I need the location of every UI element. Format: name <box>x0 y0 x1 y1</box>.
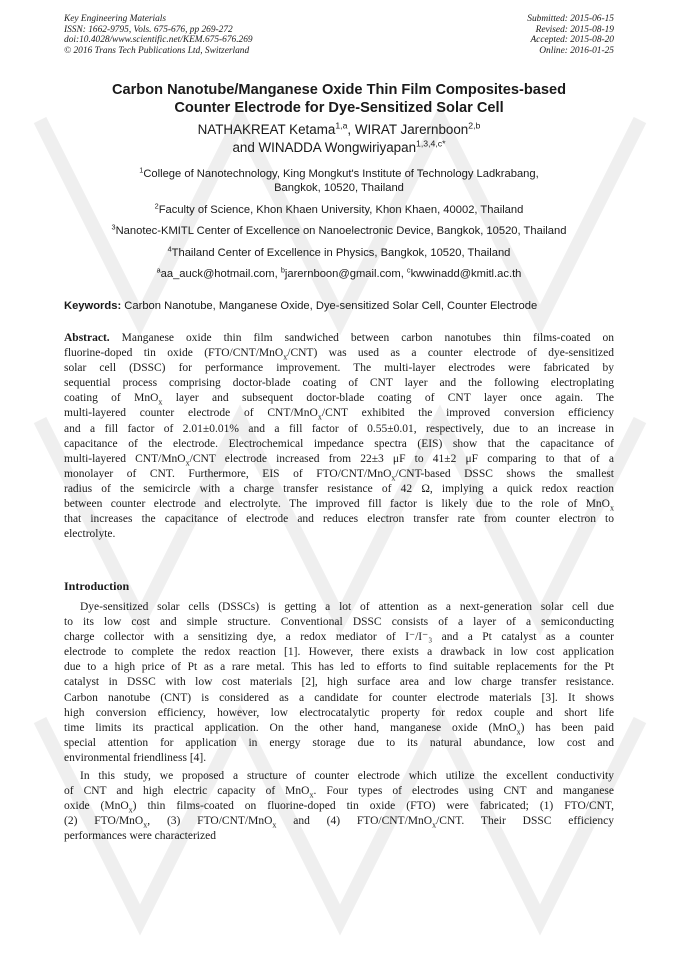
abstract-text: /CNT-based DSSC shows the smallest <box>395 467 614 480</box>
title-line-1: Carbon Nanotube/Manganese Oxide Thin Film Composites-based <box>111 82 567 98</box>
date-accepted: Accepted: 2015-08-20 <box>530 35 614 46</box>
paper-title <box>40 81 638 117</box>
affiliation-1-line-1 <box>40 167 638 181</box>
abstract-line <box>64 497 614 512</box>
keywords-text: Carbon Nanotube, Manganese Oxide, Dye-sensitized Solar Cell, Counter Electrode <box>121 300 538 312</box>
abstract-line: electrolyte. <box>64 528 116 541</box>
intro-text: oxide (MnO <box>64 800 129 813</box>
author-emails <box>40 267 638 281</box>
journal-doi[interactable]: doi:10.4028/www.scientific.net/KEM.675-676.269 <box>64 35 253 46</box>
author-line-1 <box>40 121 638 139</box>
abstract-line: radius of the semicircle with a charge transfer resistance of 42 Ω, implying a quick redox reaction <box>64 482 614 495</box>
abstract-line <box>64 346 614 361</box>
affiliation-2-line <box>40 203 638 217</box>
subscript: x <box>143 820 148 830</box>
intro-text: time limits its practical application. On the other hand, manganese oxide (MnO <box>64 721 517 734</box>
abstract-text: multi-layered CNT/MnO <box>64 452 186 465</box>
email-marker-c: c <box>406 265 411 275</box>
intro-line <box>64 784 614 799</box>
intro-line: Carbon nanotube (CNT) is considered as a candidate for counter electrode materials [3]. It shows <box>64 691 614 704</box>
intro-line: charge collector with a sensitizing dye, a redox mediator of I⁻/I⁻₃ and a Pt catalyst as a counter <box>64 631 614 644</box>
date-online: Online: 2016-01-25 <box>539 45 614 56</box>
author-line-2 <box>40 139 638 157</box>
email-2[interactable]: jarernboon@gmail.com, <box>284 268 407 280</box>
affiliation-2 <box>40 203 638 217</box>
affiliation-1-line-2: Bangkok, 10520, Thailand <box>274 182 404 195</box>
author-list <box>40 121 638 157</box>
abstract-line <box>64 452 614 467</box>
publication-dates <box>527 14 614 56</box>
abstract-text: coating of MnO <box>64 392 159 405</box>
affiliation-2-text: Faculty of Science, Khon Khaen University, Khon Khaen, 40002, Thailand <box>158 204 524 216</box>
intro-text: of CNT and high electric capacity of MnO <box>64 785 310 798</box>
intro-line: high conversion efficiency, however, low electrocatalytic property for redox couple and short life <box>64 706 614 719</box>
journal-issn: ISSN: 1662-9795, Vols. 675-676, pp 269-272 <box>64 24 233 35</box>
abstract-line <box>64 331 614 346</box>
affiliation-3 <box>40 224 638 238</box>
abstract <box>64 331 614 542</box>
subscript: x <box>432 820 437 830</box>
affiliation-3-line <box>40 224 638 238</box>
email-1[interactable]: aa_auck@hotmail.com, <box>160 268 281 280</box>
journal-copyright: © 2016 Trans Tech Publications Ltd, Switzerland <box>64 45 250 56</box>
abstract-text: /CNT) was used as a counter electrode of dye-sensitized <box>287 347 615 360</box>
intro-text: /CNT. Their DSSC efficiency <box>436 815 614 828</box>
affiliation-4 <box>40 246 638 260</box>
abstract-line: sequential process comprising doctor-blade coating of CNT layer and the following electroplating <box>64 377 614 390</box>
affiliation-2-num: 2 <box>154 201 159 211</box>
intro-line <box>64 799 614 814</box>
subscript: x <box>272 820 277 830</box>
intro-text: ) has been paid <box>520 721 615 734</box>
email-marker-a: a <box>156 265 161 275</box>
intro-text: , (3) FTO/CNT/MnO <box>147 815 273 828</box>
subscript: x <box>309 790 314 800</box>
intro-line: performances were characterized <box>64 830 216 843</box>
author-1-affil: 1,a <box>335 120 348 131</box>
affiliation-4-line <box>40 246 638 260</box>
abstract-text: multi-layered counter electrode of CNT/MnO <box>64 407 318 420</box>
affiliation-3-text: Nanotec-KMITL Center of Excellence on Nanoelectronic Device, Bangkok, 10520, Thailand <box>115 225 567 237</box>
journal-name: Key Engineering Materials <box>64 14 167 24</box>
abstract-text: /CNT exhibited the improved conversion efficiency <box>321 407 615 420</box>
intro-text: and (4) FTO/CNT/MnO <box>276 815 433 828</box>
subscript: x <box>516 727 521 737</box>
subscript: x <box>317 412 322 422</box>
author-1: NATHAKREAT Ketama <box>197 122 336 137</box>
intro-text: . Four types of electrodes using CNT and manganese <box>313 785 614 798</box>
affiliation-4-text: Thailand Center of Excellence in Physics, Bangkok, 10520, Thailand <box>171 247 511 259</box>
abstract-text: fluorine-doped tin oxide (FTO/CNT/MnO <box>64 347 284 360</box>
author-separator: , <box>347 122 355 137</box>
journal-info <box>64 14 253 56</box>
intro-line: to its low cost and simple structure. Conventional DSSC consists of a layer of a semiconducting <box>64 616 614 629</box>
abstract-label: Abstract. <box>64 332 110 344</box>
author-3: WINADDA Wongwiriyapan <box>258 140 417 155</box>
intro-line: In this study, we proposed a structure of counter electrode which utilize the excellent conductivity <box>80 770 614 782</box>
intro-line: Dye-sensitized solar cells (DSSCs) is getting a lot of attention as a next-generation solar cell due <box>80 601 614 613</box>
abstract-line: that increases the capacitance of electrode and reduces electron transfer rate from counter electron to <box>64 513 614 526</box>
abstract-text: Manganese oxide thin film sandwiched between carbon nanotubes thin films-coated on <box>109 332 614 344</box>
abstract-line <box>64 467 614 482</box>
abstract-text: between counter electrode and electrolyte. The improved fill factor is likely due to the role of MnO <box>64 498 610 511</box>
introduction-paragraph-2 <box>64 769 614 844</box>
subscript: x <box>391 473 396 483</box>
intro-line: due to a high price of Pt as a rare metal. This has led to efforts to find suitable replacements for the Pt <box>64 661 614 674</box>
abstract-text: monolayer of CNT. Furthermore, EIS of FTO/CNT/MnO <box>64 467 392 480</box>
author-2-affil: 2,b <box>468 120 481 131</box>
date-revised: Revised: 2015-08-19 <box>535 24 614 35</box>
intro-text: ) thin films-coated on fluorine-doped tin oxide (FTO) were fabricated; (1) FTO/CNT, <box>132 800 614 813</box>
abstract-text: /CNT electrode increased from 22±3 μF to 41±2 μF comparing to that of a <box>189 452 614 465</box>
section-heading-introduction: Introduction <box>64 579 130 593</box>
email-3[interactable]: kwwinadd@kmitl.ac.th <box>410 268 522 280</box>
abstract-line: solar cell (DSSC) for performance improvement. The multi-layer electrodes were fabricated by <box>64 362 614 375</box>
abstract-line: capacitance of the electrode. Electrochemical impedance spectra (EIS) show that the capacitance of <box>64 437 614 450</box>
abstract-line: and a fill factor of 2.01±0.01% and a fill factor of 0.55±0.01, respectively, due to an increase in <box>64 422 614 435</box>
intro-line: electrode to complete the redox reaction [1]. However, there exists a drawback in low cost application <box>64 646 614 659</box>
subscript: x <box>283 352 288 362</box>
intro-line: catalyst in DSSC with low cost materials [2], high surface area and low charge transfer resistance. <box>64 676 614 689</box>
abstract-text: layer and subsequent doctor-blade coating of CNT layer once again. The <box>162 392 614 405</box>
email-marker-b: b <box>280 265 285 275</box>
affiliation-1-text: College of Nanotechnology, King Mongkut's Institute of Technology Ladkrabang, <box>143 168 539 180</box>
intro-line: special attention for application in energy storage due to its natural abundance, low cost and <box>64 736 614 749</box>
subscript: x <box>609 503 614 513</box>
abstract-line <box>64 391 614 406</box>
subscript: x <box>158 397 163 407</box>
keywords <box>64 300 537 312</box>
subscript: x <box>128 805 133 815</box>
introduction-paragraph-1 <box>64 600 614 766</box>
intro-line <box>64 721 614 736</box>
intro-text: (2) FTO/MnO <box>64 815 144 828</box>
abstract-line <box>64 406 614 421</box>
title-line-2: Counter Electrode for Dye-Sensitized Solar Cell <box>174 100 504 116</box>
author-and: and <box>232 140 259 155</box>
affiliation-1 <box>40 167 638 196</box>
keywords-label: Keywords: <box>64 300 122 312</box>
email-line <box>40 267 638 281</box>
affiliation-1-num: 1 <box>139 165 144 175</box>
subscript: x <box>185 458 190 468</box>
date-submitted: Submitted: 2015-06-15 <box>527 14 614 24</box>
affiliation-4-num: 4 <box>167 244 172 254</box>
author-3-affil: 1,3,4,c* <box>416 138 446 149</box>
intro-line <box>64 814 614 829</box>
intro-line: environmental friendliness [4]. <box>64 751 207 764</box>
affiliation-3-num: 3 <box>111 222 116 232</box>
author-2: WIRAT Jarernboon <box>354 122 469 137</box>
